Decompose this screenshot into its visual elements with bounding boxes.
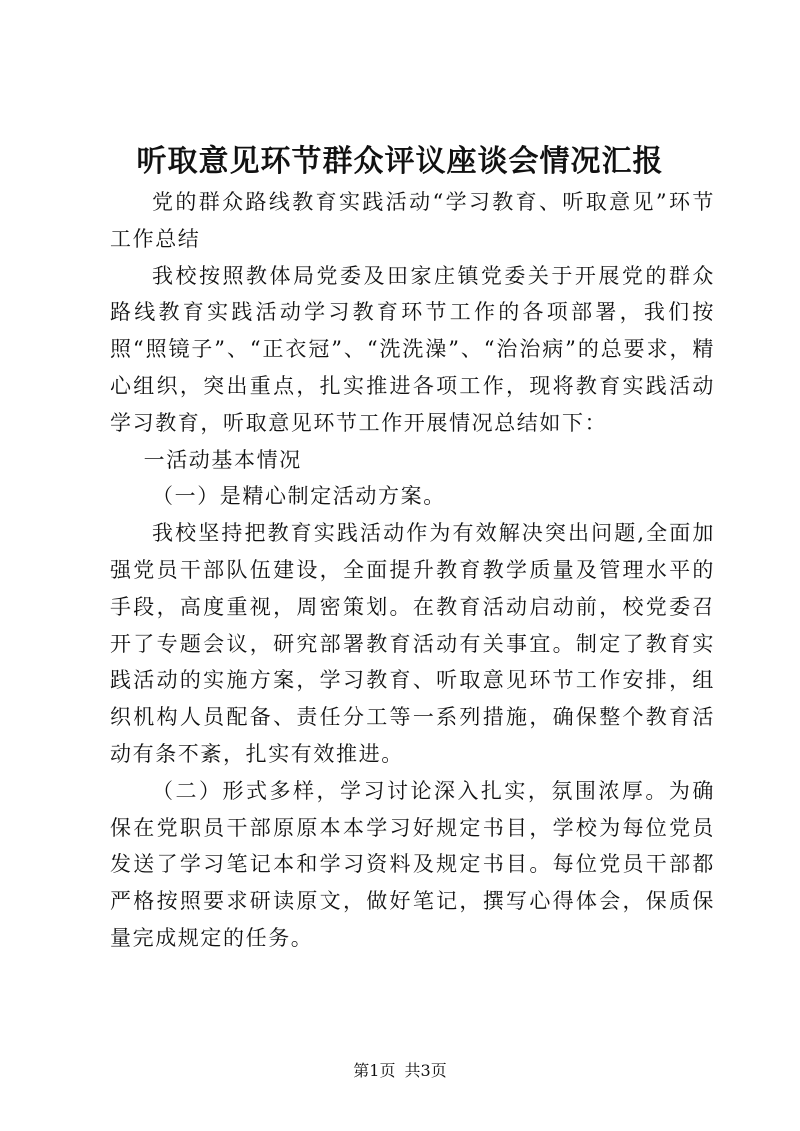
paragraph-intro: 我校按照教体局党委及田家庄镇党委关于开展党的群众路线教育实践活动学习教育环节工作的各项部署，我们按照“照镜子”、“正衣冠”、“洗洗澡”、“治治病”的总要求，精心组织，突出重点，扎实推进各项工作，现将教育实践活动学习教育，听取意见环节工作开展情况总结如下： — [110, 263, 715, 435]
paragraph-body: （二）形式多样，学习讨论深入扎实，氛围浓厚。为确保在党职员干部原原本本学习好规定书目，学校为每位党员发送了学习笔记本和学习资料及规定书目。每位党员干部都严格按照要求研读原文，做好笔记，撰写心得体会，保质保量完成规定的任务。 — [110, 778, 715, 950]
subsection-heading: （一）是精心制定活动方案。 — [152, 484, 446, 509]
page-number: 第1页 — [353, 1061, 396, 1080]
section-heading: 一活动基本情况 — [143, 447, 302, 472]
page-title: 听取意见环节群众评议座谈会情况汇报 — [136, 144, 664, 179]
page-footer — [0, 1060, 800, 1082]
paragraph-body: 我校坚持把教育实践活动作为有效解决突出问题,全面加强党员干部队伍建设，全面提升教育教学质量及管理水平的手段，高度重视，周密策划。在教育活动启动前，校党委召开了专题会议，研究部署教育活动有关事宜。制定了教育实践活动的实施方案，学习教育、听取意见环节工作安排，组织机构人员配备、责任分工等一系列措施，确保整个教育活动有条不紊，扎实有效推进。 — [110, 521, 715, 766]
total-pages: 共3页 — [404, 1061, 447, 1080]
document-body — [110, 184, 715, 957]
paragraph-subtitle: 党的群众路线教育实践活动“学习教育、听取意见”环节工作总结 — [110, 190, 715, 251]
